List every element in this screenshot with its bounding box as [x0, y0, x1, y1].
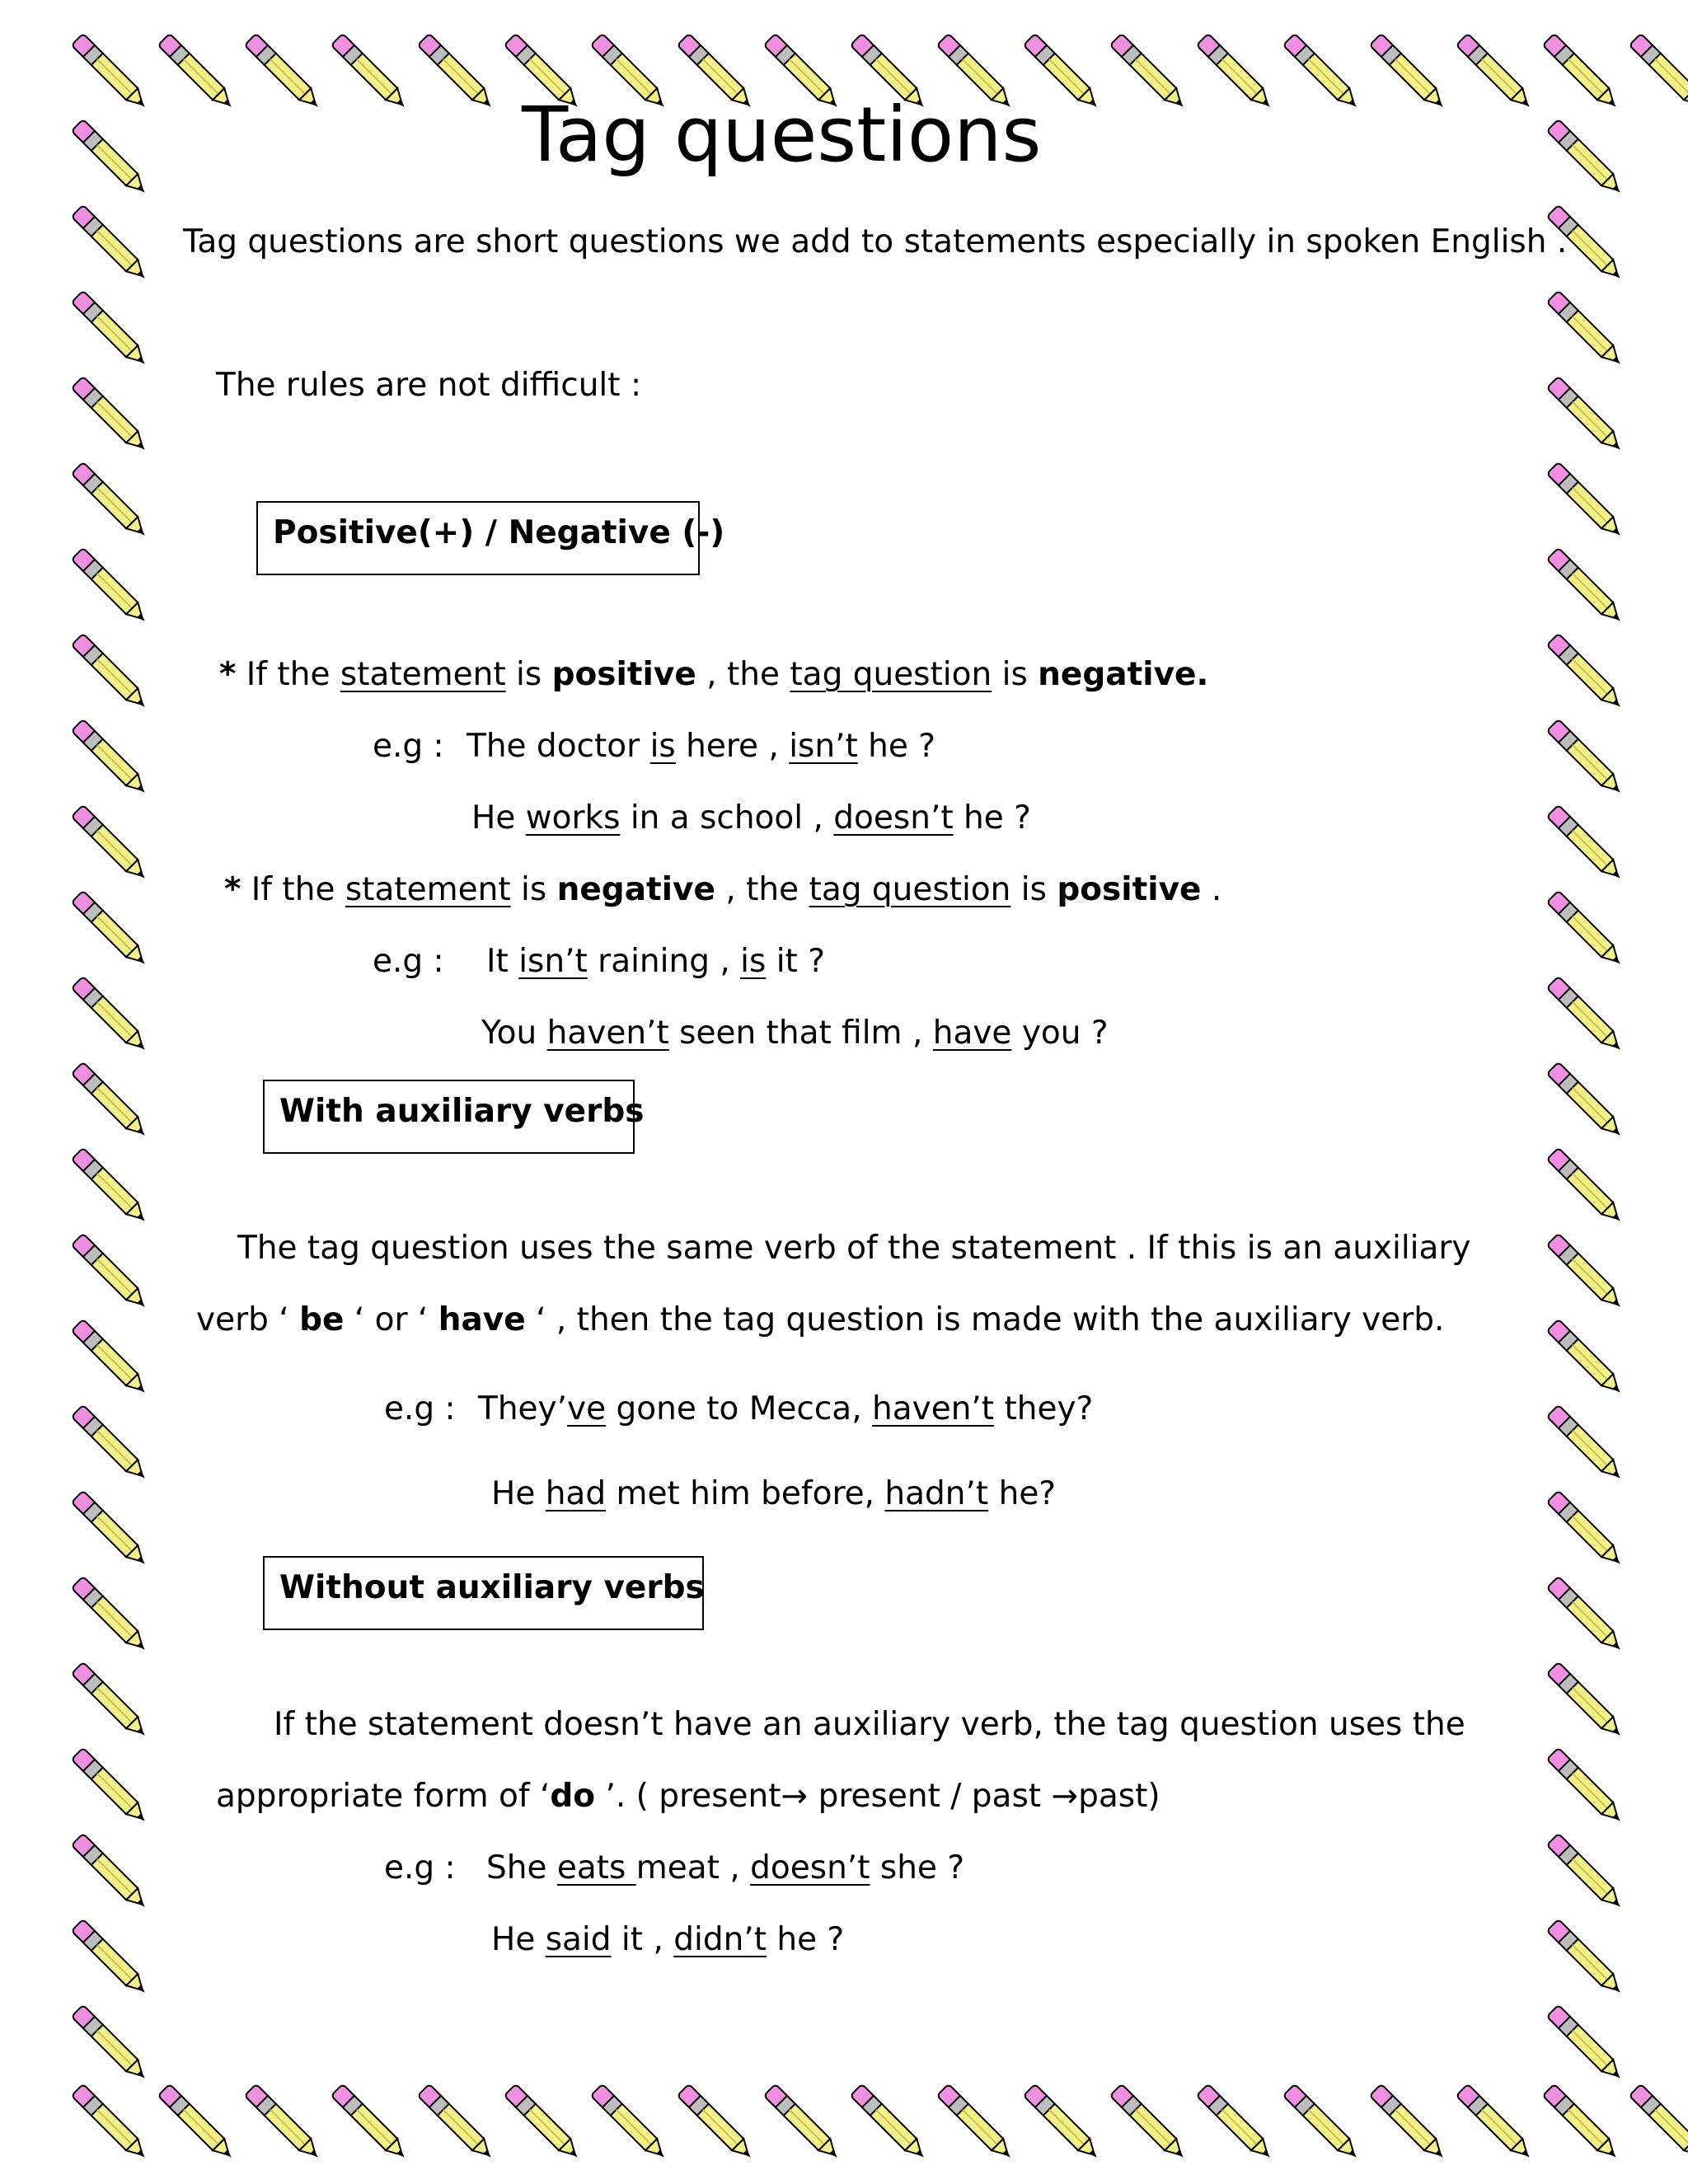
term-be: be: [299, 1301, 345, 1338]
term-statement: statement: [345, 871, 511, 908]
example-text: he ?: [857, 728, 935, 765]
pencil-icon: [72, 1662, 151, 1741]
heading-with-auxiliary: With auxiliary verbs: [279, 1093, 645, 1130]
pencil-icon: [1547, 805, 1626, 884]
eg-label: e.g :: [384, 1849, 456, 1886]
pencil-icon: [72, 1234, 151, 1313]
example-text: She: [486, 1849, 557, 1886]
example-underlined: doesn’t: [833, 799, 954, 837]
pencil-icon: [72, 719, 151, 799]
pencil-icon: [1547, 462, 1626, 541]
example-text: He: [471, 799, 526, 837]
bullet-star: *: [219, 656, 237, 693]
eg-label: e.g :: [384, 1390, 456, 1427]
example-sentence: [486, 943, 825, 980]
term-negative: negative: [556, 871, 715, 908]
example-text: He: [491, 1921, 546, 1958]
pencil-icon: [1547, 1319, 1626, 1399]
example-underlined: isn’t: [789, 728, 858, 765]
pencil-icon: [72, 377, 151, 456]
text-if-the: If the: [236, 656, 340, 693]
example-underlined: works: [525, 799, 621, 837]
pencil-icon: [1547, 291, 1626, 370]
pencil-icon: [504, 2084, 584, 2163]
example-text: He: [491, 1475, 546, 1512]
example-text: They’: [478, 1390, 568, 1427]
pencil-icon: [1543, 2084, 1622, 2163]
pencil-icon: [937, 2084, 1016, 2163]
pencil-icon: [72, 2005, 151, 2084]
pencil-icon: [1547, 2005, 1626, 2084]
pencil-icon: [678, 2084, 757, 2163]
example-sentence: [471, 799, 1031, 837]
pencil-icon: [1547, 1405, 1626, 1484]
example-sentence: [491, 1475, 1057, 1512]
paragraph-text: ’. ( present→ present / past →past): [595, 1778, 1160, 1815]
pencil-icon: [1283, 34, 1362, 113]
pencil-icon: [72, 120, 151, 199]
pencil-icon: [1547, 891, 1626, 970]
pencil-icon: [1370, 2084, 1449, 2163]
heading-box-positive-negative: [256, 501, 725, 575]
text-is: is: [510, 871, 557, 908]
pencil-icon: [1547, 1148, 1626, 1227]
example-text: he?: [988, 1475, 1057, 1512]
pencil-icon: [158, 2084, 237, 2163]
pencil-icon: [331, 2084, 410, 2163]
pencil-icon: [72, 291, 151, 370]
example-sentence: [478, 1390, 1094, 1427]
pencil-icon: [72, 462, 151, 541]
example-underlined: didn’t: [673, 1921, 767, 1958]
noaux-paragraph-line: If the statement doesn’t have an auxiliary verb, the tag question uses the: [274, 1706, 1465, 1743]
pencil-icon: [72, 205, 151, 284]
text-end: .: [1201, 871, 1222, 908]
pencil-icon: [1197, 34, 1276, 113]
text-the: , the: [715, 871, 809, 908]
example-text: gone to Mecca,: [606, 1390, 872, 1427]
pencil-icon: [418, 34, 497, 113]
pencil-icon: [1456, 34, 1536, 113]
term-statement: statement: [340, 656, 506, 693]
example-text: You: [481, 1015, 547, 1052]
example-sentence: [491, 1921, 845, 1958]
example-underlined: eats: [556, 1849, 636, 1886]
pencil-icon: [1547, 1577, 1626, 1656]
paragraph-text: ‘ , then the tag question is made with the auxiliary verb.: [525, 1301, 1445, 1338]
heading-box-with-auxiliary: [263, 1080, 645, 1154]
pencil-icon: [1547, 1919, 1626, 1999]
pencil-icon: [1547, 634, 1626, 713]
pencil-icon: [1370, 34, 1449, 113]
text-is: is: [992, 656, 1039, 693]
eg-label: e.g :: [373, 943, 444, 980]
pencil-icon: [1456, 2084, 1536, 2163]
example-underlined: had: [545, 1475, 607, 1512]
example-text: here ,: [675, 728, 790, 765]
term-do: do: [550, 1778, 596, 1815]
paragraph-text: ‘ or ‘: [344, 1301, 438, 1338]
term-have: have: [438, 1301, 526, 1338]
example-underlined: is: [649, 728, 676, 765]
bullet-star: *: [224, 871, 241, 908]
pencil-icon: [1547, 1062, 1626, 1141]
pencil-icon: [72, 1919, 151, 1999]
pencil-icon: [245, 2084, 324, 2163]
pencil-icon: [72, 2084, 151, 2163]
example-text: The doctor: [467, 728, 650, 765]
pencil-icon: [72, 1834, 151, 1913]
pencil-icon: [72, 634, 151, 713]
pencil-icon: [331, 34, 410, 113]
pencil-icon: [851, 2084, 930, 2163]
pencil-icon: [1547, 377, 1626, 456]
noaux-paragraph-line: [216, 1778, 1160, 1815]
text-the: , the: [696, 656, 790, 693]
pencil-icon: [72, 1491, 151, 1570]
example-sentence: [467, 728, 935, 765]
paragraph-text: verb ‘: [196, 1301, 300, 1338]
example-underlined: said: [545, 1921, 612, 1958]
example-underlined: ve: [567, 1390, 607, 1427]
text-if-the: If the: [241, 871, 345, 908]
pencil-icon: [1547, 1662, 1626, 1741]
example-text: he ?: [767, 1921, 845, 1958]
pencil-icon: [1547, 120, 1626, 199]
example-text: it ?: [766, 943, 825, 980]
example-underlined: isn’t: [518, 943, 588, 980]
example-text: it ,: [611, 1921, 674, 1958]
aux-paragraph-line: [196, 1301, 1445, 1338]
paragraph-text: appropriate form of ‘: [216, 1778, 551, 1815]
example-underlined: doesn’t: [750, 1849, 870, 1886]
pencil-icon: [72, 1148, 151, 1227]
pencil-icon: [72, 1062, 151, 1141]
pencil-icon: [1547, 548, 1626, 627]
text-is: is: [1010, 871, 1057, 908]
intro-text: Tag questions are short questions we add to statements especially in spoken English .: [183, 223, 1568, 260]
eg-label: e.g :: [373, 728, 444, 765]
pencil-icon: [1110, 2084, 1189, 2163]
example-text: they?: [994, 1390, 1094, 1427]
pencil-icon: [1283, 2084, 1362, 2163]
pencil-icon: [72, 805, 151, 884]
rule-negative-statement: [224, 871, 1222, 908]
pencil-icon: [72, 891, 151, 970]
heading-box-without-auxiliary: [263, 1556, 704, 1630]
pencil-icon: [1547, 1234, 1626, 1313]
pencil-icon: [1110, 34, 1189, 113]
pencil-icon: [72, 1405, 151, 1484]
example-underlined: haven’t: [546, 1015, 669, 1052]
page-title: Tag questions: [522, 91, 1042, 179]
aux-paragraph-line: The tag question uses the same verb of the statement . If this is an auxiliary: [237, 1230, 1471, 1267]
example-text: in a school ,: [620, 799, 834, 837]
pencil-icon: [591, 2084, 670, 2163]
example-underlined: have: [932, 1015, 1012, 1052]
example-text: seen that film ,: [668, 1015, 933, 1052]
term-tag-question: tag question: [790, 656, 992, 693]
example-sentence: [486, 1849, 965, 1886]
pencil-icon: [1547, 1748, 1626, 1827]
example-sentence: [481, 1015, 1109, 1052]
pencil-icon: [1024, 2084, 1103, 2163]
term-tag-question: tag question: [809, 871, 1011, 908]
example-underlined: hadn’t: [884, 1475, 989, 1512]
pencil-icon: [1547, 1491, 1626, 1570]
heading-without-auxiliary: Without auxiliary verbs: [279, 1569, 705, 1606]
example-underlined: haven’t: [872, 1390, 995, 1427]
pencil-icon: [72, 548, 151, 627]
term-negative: negative.: [1038, 656, 1209, 693]
pencil-icon: [1547, 1834, 1626, 1913]
term-positive: positive: [551, 656, 696, 693]
pencil-icon: [245, 34, 324, 113]
pencil-icon: [1629, 2084, 1688, 2163]
example-text: she ?: [870, 1849, 965, 1886]
example-text: raining ,: [587, 943, 741, 980]
pencil-icon: [1629, 34, 1688, 113]
heading-positive-negative: Positive(+) / Negative (-): [273, 514, 725, 551]
pencil-icon: [72, 1748, 151, 1827]
example-text: you ?: [1011, 1015, 1109, 1052]
example-text: It: [486, 943, 519, 980]
pencil-icon: [1543, 34, 1622, 113]
text-is: is: [505, 656, 552, 693]
pencil-icon: [72, 34, 151, 113]
example-text: meat ,: [635, 1849, 751, 1886]
pencil-icon: [1197, 2084, 1276, 2163]
pencil-icon: [72, 1577, 151, 1656]
rule-positive-statement: [219, 658, 1208, 691]
rules-intro: The rules are not difficult :: [216, 367, 642, 404]
pencil-icon: [764, 2084, 843, 2163]
term-positive: positive: [1057, 871, 1202, 908]
pencil-icon: [72, 1319, 151, 1399]
example-text: met him before,: [606, 1475, 885, 1512]
example-text: he ?: [953, 799, 1031, 837]
pencil-icon: [418, 2084, 497, 2163]
pencil-icon: [158, 34, 237, 113]
pencil-icon: [72, 977, 151, 1056]
pencil-icon: [1547, 977, 1626, 1056]
pencil-icon: [1547, 719, 1626, 799]
example-underlined: is: [740, 943, 767, 980]
